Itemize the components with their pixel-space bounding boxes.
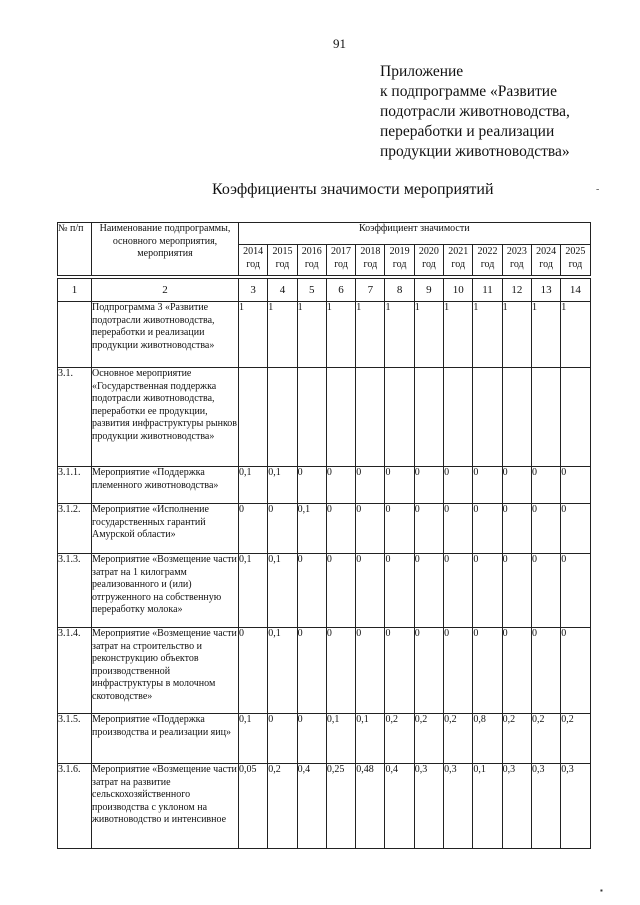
header-year-value: 2021: [448, 246, 469, 257]
coefficient-value: 1: [561, 302, 590, 368]
coefficient-value: 0: [531, 467, 560, 504]
table-row: [58, 628, 591, 714]
coefficient-value: [297, 368, 326, 467]
coefficient-value: 0,25: [326, 764, 355, 849]
header-year-unit: год: [422, 259, 436, 270]
row-name: Мероприятие «Возмещение части затрат на развитие сельскохозяйственного производства с уклоном на животноводство и интенсивное: [92, 764, 239, 849]
row-number: 3.1.6.: [58, 764, 92, 849]
column-number: 3: [239, 279, 268, 302]
row-number: [58, 302, 92, 368]
coefficient-value: 0: [297, 628, 326, 714]
coefficient-value: 0,2: [561, 714, 590, 764]
coefficient-value: 0: [356, 467, 385, 504]
row-number: 3.1.3.: [58, 554, 92, 628]
coefficient-value: 0: [473, 467, 502, 504]
header-name: Наименование подпрограммы, основного мероприятия, мероприятия: [92, 223, 239, 276]
row-name: Мероприятие «Поддержка производства и реализации яиц»: [92, 714, 239, 764]
coefficient-value: 0: [414, 467, 443, 504]
appendix-line: подотрасли животноводства,: [380, 103, 570, 120]
header-year: [561, 245, 590, 276]
coefficient-value: 1: [297, 302, 326, 368]
coefficient-value: 0: [444, 628, 473, 714]
coefficient-value: 0: [326, 467, 355, 504]
page-number: 91: [333, 36, 346, 51]
table-row: [58, 764, 591, 849]
coefficient-value: 1: [385, 302, 414, 368]
coefficient-value: 0: [473, 554, 502, 628]
column-number: 7: [356, 279, 385, 302]
coefficient-value: 0,1: [356, 714, 385, 764]
header-year-unit: год: [363, 259, 378, 270]
column-number: 2: [92, 279, 239, 302]
coefficient-value: 0,3: [561, 764, 590, 849]
coefficient-value: [239, 368, 268, 467]
coefficient-value: 0: [297, 714, 326, 764]
coefficient-value: 0: [473, 504, 502, 554]
header-year: [326, 245, 355, 276]
coefficient-value: 0,1: [239, 714, 268, 764]
column-number: 4: [268, 279, 297, 302]
coefficient-value: 0,1: [239, 467, 268, 504]
appendix-line: Приложение: [380, 63, 464, 80]
coefficient-value: 0: [326, 554, 355, 628]
coefficient-value: 0: [414, 554, 443, 628]
header-year: [385, 245, 414, 276]
coefficient-value: 0,2: [268, 764, 297, 849]
table-row: [58, 554, 591, 628]
scan-mark: -: [596, 184, 600, 195]
document-title: Коэффициенты значимости мероприятий: [212, 181, 494, 198]
row-name: Подпрограмма 3 «Развитие подотрасли животноводства, переработки и реализации продукции животноводства»: [92, 302, 239, 368]
column-number: 11: [473, 279, 502, 302]
header-coefficient-group: Коэффициент значимости: [239, 223, 591, 245]
coefficient-value: 0,4: [297, 764, 326, 849]
row-number: 3.1.2.: [58, 504, 92, 554]
coefficient-value: 0: [531, 554, 560, 628]
coefficient-value: 0: [356, 628, 385, 714]
column-number: 13: [531, 279, 560, 302]
coefficient-value: 0,2: [414, 714, 443, 764]
coefficient-value: 0: [239, 504, 268, 554]
column-number: 12: [502, 279, 531, 302]
appendix-line: переработки и реализации: [380, 123, 555, 140]
header-year-value: 2022: [477, 246, 498, 257]
row-name: Мероприятие «Возмещение части затрат на 1 килограмм реализованного и (или) отгруженного на собственную переработку молока»: [92, 554, 239, 628]
coefficient-value: 1: [326, 302, 355, 368]
column-number: 5: [297, 279, 326, 302]
coefficient-value: 0,4: [385, 764, 414, 849]
coefficient-value: 0,1: [297, 504, 326, 554]
coefficient-value: 0: [385, 504, 414, 554]
header-year-unit: год: [304, 259, 319, 270]
row-name: Основное мероприятие «Государственная поддержка подотрасли животноводства, переработки ее продукции, развития инфраструктуры рынков продукции животноводства»: [92, 368, 239, 467]
coefficient-value: 0,3: [531, 764, 560, 849]
coefficient-value: 0: [268, 714, 297, 764]
appendix-line: продукции животноводства»: [380, 143, 570, 160]
header-year-value: 2019: [389, 246, 410, 257]
coefficient-value: 0: [414, 504, 443, 554]
coefficient-value: 0,8: [473, 714, 502, 764]
row-number: 3.1.1.: [58, 467, 92, 504]
coefficient-value: 1: [268, 302, 297, 368]
row-name: Мероприятие «Поддержка племенного животноводства»: [92, 467, 239, 504]
header-year: [414, 245, 443, 276]
coefficient-value: 0: [444, 554, 473, 628]
coefficient-value: 0: [239, 628, 268, 714]
column-number: 1: [58, 279, 92, 302]
column-number: 10: [444, 279, 473, 302]
coefficient-value: 0: [531, 628, 560, 714]
coefficient-value: [502, 368, 531, 467]
row-name: Мероприятие «Возмещение части затрат на строительство и реконструкцию объектов производственной инфраструктуры в молочном скотоводстве»: [92, 628, 239, 714]
header-year-value: 2024: [536, 246, 557, 257]
coefficient-value: 0: [531, 504, 560, 554]
coefficient-value: 0: [268, 504, 297, 554]
header-year: [268, 245, 297, 276]
coefficient-value: 0,2: [502, 714, 531, 764]
row-number: 3.1.5.: [58, 714, 92, 764]
row-number: 3.1.: [58, 368, 92, 467]
coefficient-value: [385, 368, 414, 467]
header-year-value: 2025: [565, 246, 586, 257]
coefficient-value: 0: [502, 467, 531, 504]
coefficient-value: 0: [502, 628, 531, 714]
header-year-value: 2015: [272, 246, 293, 257]
coefficient-value: [444, 368, 473, 467]
header-year: [444, 245, 473, 276]
table-row: [58, 302, 591, 368]
coefficient-value: 0,2: [444, 714, 473, 764]
coefficient-value: 1: [502, 302, 531, 368]
table-row: [58, 504, 591, 554]
coefficient-value: [561, 368, 590, 467]
coefficient-value: 0: [414, 628, 443, 714]
header-year-unit: год: [334, 259, 348, 270]
coefficient-value: [414, 368, 443, 467]
coefficient-value: 1: [531, 302, 560, 368]
coefficient-value: 0: [326, 628, 355, 714]
header-year-value: 2016: [301, 246, 322, 257]
header-year-value: 2014: [243, 246, 264, 257]
header-year-value: 2017: [331, 246, 352, 257]
coefficient-value: 0: [502, 504, 531, 554]
coefficient-value: 0: [297, 467, 326, 504]
table-row: [58, 368, 591, 467]
coefficient-value: 0: [444, 467, 473, 504]
coefficient-value: 1: [356, 302, 385, 368]
header-year: [356, 245, 385, 276]
coefficient-value: 0: [356, 554, 385, 628]
table-row: [58, 714, 591, 764]
column-number: 14: [561, 279, 590, 302]
coefficient-value: [531, 368, 560, 467]
coefficient-value: 0,1: [473, 764, 502, 849]
header-year-value: 2018: [360, 246, 381, 257]
coefficient-value: 0: [356, 504, 385, 554]
coefficient-value: 0,3: [414, 764, 443, 849]
coefficient-value: 0,1: [268, 554, 297, 628]
row-number: 3.1.4.: [58, 628, 92, 714]
header-year: [297, 245, 326, 276]
coefficient-value: 0,1: [326, 714, 355, 764]
header-year-value: 2023: [506, 246, 527, 257]
appendix-caption: [380, 62, 570, 162]
header-year: [531, 245, 560, 276]
header-year-unit: год: [539, 259, 553, 270]
coefficient-value: 0,1: [268, 628, 297, 714]
coefficient-value: 0: [561, 467, 590, 504]
header-num: № п/п: [58, 223, 92, 276]
header-year-value: 2020: [418, 246, 439, 257]
coefficient-value: 0: [444, 504, 473, 554]
coefficient-value: 1: [444, 302, 473, 368]
coefficient-value: 0: [473, 628, 502, 714]
header-year-unit: год: [451, 259, 466, 270]
table-row: [58, 467, 591, 504]
coefficient-value: 0,2: [385, 714, 414, 764]
coefficient-value: [326, 368, 355, 467]
header-year-unit: год: [509, 259, 524, 270]
header-year: [473, 245, 502, 276]
coefficient-value: 0,2: [531, 714, 560, 764]
coefficient-value: 1: [239, 302, 268, 368]
header-year: [502, 245, 531, 276]
coefficient-value: 1: [414, 302, 443, 368]
header-year-unit: год: [246, 259, 260, 270]
coefficient-value: 0,1: [239, 554, 268, 628]
coefficient-value: [356, 368, 385, 467]
column-number: 8: [385, 279, 414, 302]
coefficient-value: 0,3: [502, 764, 531, 849]
coefficient-value: 0: [561, 554, 590, 628]
coefficient-value: [473, 368, 502, 467]
coefficients-table: [57, 222, 591, 849]
column-numbers-row: [58, 279, 591, 302]
column-number: 6: [326, 279, 355, 302]
header-year: [239, 245, 268, 276]
coefficient-value: [268, 368, 297, 467]
coefficient-value: 0,3: [444, 764, 473, 849]
coefficient-value: 0: [297, 554, 326, 628]
coefficient-value: 0,48: [356, 764, 385, 849]
scan-mark: ▪: [600, 886, 603, 895]
coefficient-value: 0: [326, 504, 355, 554]
row-name: Мероприятие «Исполнение государственных гарантий Амурской области»: [92, 504, 239, 554]
appendix-line: к подпрограмме «Развитие: [380, 83, 557, 100]
header-year-unit: год: [480, 259, 495, 270]
coefficient-value: 1: [473, 302, 502, 368]
coefficient-value: 0: [385, 467, 414, 504]
coefficient-value: 0,1: [268, 467, 297, 504]
header-year-unit: год: [568, 259, 583, 270]
coefficient-value: 0: [561, 504, 590, 554]
column-number: 9: [414, 279, 443, 302]
header-year-unit: год: [392, 259, 407, 270]
coefficient-value: 0: [385, 628, 414, 714]
header-year-unit: год: [275, 259, 290, 270]
coefficient-value: 0,05: [239, 764, 268, 849]
coefficient-value: 0: [502, 554, 531, 628]
coefficient-value: 0: [561, 628, 590, 714]
coefficient-value: 0: [385, 554, 414, 628]
